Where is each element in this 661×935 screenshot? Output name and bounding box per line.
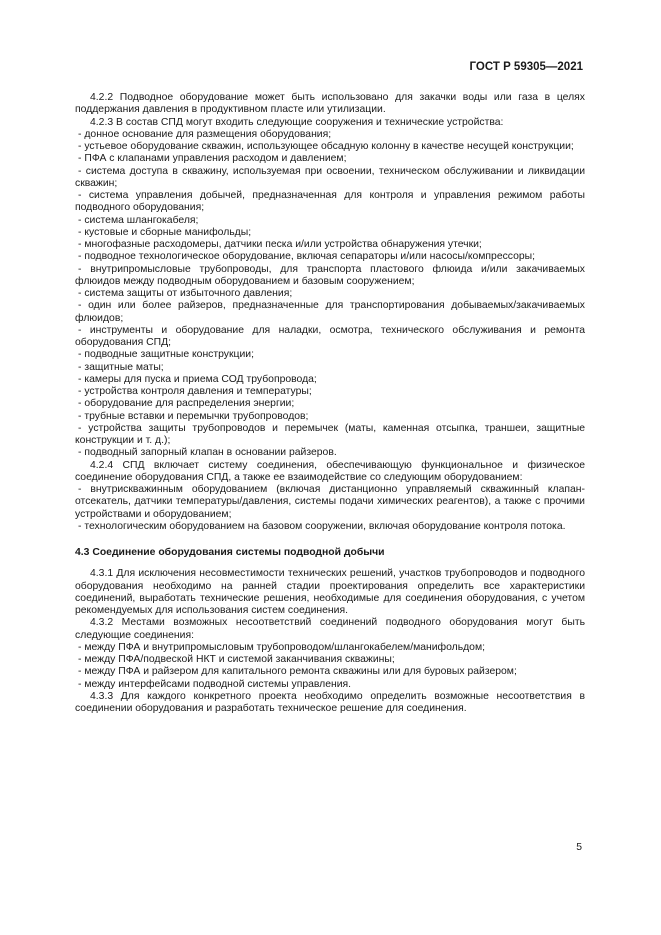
list-item: - подводное технологическое оборудование, включая сепараторы и/или насосы/компрессоры; bbox=[78, 251, 536, 263]
list-item: - инструменты и оборудование для наладки, осмотра, технического обслуживания и ремонта оборудования СПД; bbox=[75, 324, 585, 348]
list-item: - защитные маты; bbox=[78, 361, 164, 373]
list-item: - между интерфейсами подводной системы управления. bbox=[78, 678, 352, 690]
list-item: - многофазные расходомеры, датчики песка и/или устройства обнаружения утечки; bbox=[78, 239, 482, 250]
paragraph: 4.3.1 Для исключения несовместимости технических решений, участков трубопроводов и подводного оборудования необходимо на ранней стадии проектирования определить все характеристики соединений, выработать технические решения, необходимые для соединения оборудования, с учетом рекомендуемых для использования систем соединения. bbox=[75, 568, 585, 616]
list-item: - кустовые и сборные манифольды; bbox=[78, 226, 252, 238]
list-item: - внутрипромысловые трубопроводы, для транспорта пластового флюида и/или закачиваемых флюидов между подводным оборудованием и базовым сооружением; bbox=[75, 263, 585, 287]
list-item: - между ПФА/подвеской НКТ и системой заканчивания скважины; bbox=[78, 654, 395, 665]
paragraph: 4.3.2 Местами возможных несоответствий соединений подводного оборудования могут быть следующие соединения: bbox=[75, 617, 585, 641]
page-number: 5 bbox=[576, 842, 582, 853]
list-item: - устройства защиты трубопроводов и перемычек (маты, каменная отсыпка, траншеи, защитные конструкции и т. д.); bbox=[75, 422, 585, 446]
document-code: ГОСТ Р 59305—2021 bbox=[469, 61, 583, 73]
list-item: - подводный запорный клапан в основании райзеров. bbox=[78, 447, 337, 459]
list-item: - устройства контроля давления и температуры; bbox=[78, 386, 312, 397]
paragraph: 4.2.2 Подводное оборудование может быть использовано для закачки воды или газа в целях поддержания давления в продуктивном пласте или утилизации. bbox=[75, 92, 585, 116]
list-item: - трубные вставки и перемычки трубопроводов; bbox=[78, 410, 309, 422]
list-item: - камеры для пуска и приема СОД трубопровода; bbox=[78, 373, 317, 385]
list-item: - между ПФА и райзером для капитального ремонта скважины или для буровых райзером; bbox=[78, 666, 517, 678]
paragraph: 4.3.3 Для каждого конкретного проекта необходимо определить возможные несоответствия в соединении оборудования и разработать техническое решение для соединения. bbox=[75, 690, 585, 714]
section-4-2 bbox=[75, 92, 585, 533]
paragraph: 4.2.4 СПД включает систему соединения, обеспечивающую функциональное и физическое соединение оборудования СПД, а также ее взаимодействие со следующим оборудованием: bbox=[75, 459, 585, 483]
list-item: - подводные защитные конструкции; bbox=[78, 349, 254, 361]
section-4-3 bbox=[75, 568, 585, 715]
list-item: - внутрискважинным оборудованием (включая дистанционно управляемый скважинный клапан-отсекатель, датчики температуры/давления, системы подачи химических реагентов), а также с прочими устройствами и оборудованием; bbox=[75, 484, 585, 520]
list-item: - система защиты от избыточного давления; bbox=[78, 288, 293, 299]
list-item: - система доступа в скважину, используемая при освоении, техническом обслуживании и ликвидации скважин; bbox=[75, 165, 585, 189]
list-item: - система шлангокабеля; bbox=[78, 214, 199, 226]
list-item: - один или более райзеров, предназначенные для транспортирования добываемых/закачиваемых флюидов; bbox=[75, 300, 585, 324]
paragraph: 4.2.3 В состав СПД могут входить следующие сооружения и технические устройства: bbox=[90, 116, 504, 128]
section-heading-4-3: 4.3 Соединение оборудования системы подводной добычи bbox=[75, 547, 385, 558]
list-item: - между ПФА и внутрипромысловым трубопроводом/шлангокабелем/манифольдом; bbox=[78, 641, 485, 653]
list-item: - донное основание для размещения оборудования; bbox=[78, 128, 332, 140]
list-item: - устьевое оборудование скважин, использующее обсадную колонну в качестве несущей конструкции; bbox=[78, 141, 574, 152]
list-item: - технологическим оборудованием на базовом сооружении, включая оборудование контроля потока. bbox=[78, 520, 566, 532]
list-item: - система управления добычей, предназначенная для контроля и управления режимом работы подводного оборудования; bbox=[75, 190, 585, 214]
page-body bbox=[75, 92, 585, 715]
list-item: - ПФА с клапанами управления расходом и давлением; bbox=[78, 153, 347, 165]
list-item: - оборудование для распределения энергии; bbox=[78, 398, 295, 410]
